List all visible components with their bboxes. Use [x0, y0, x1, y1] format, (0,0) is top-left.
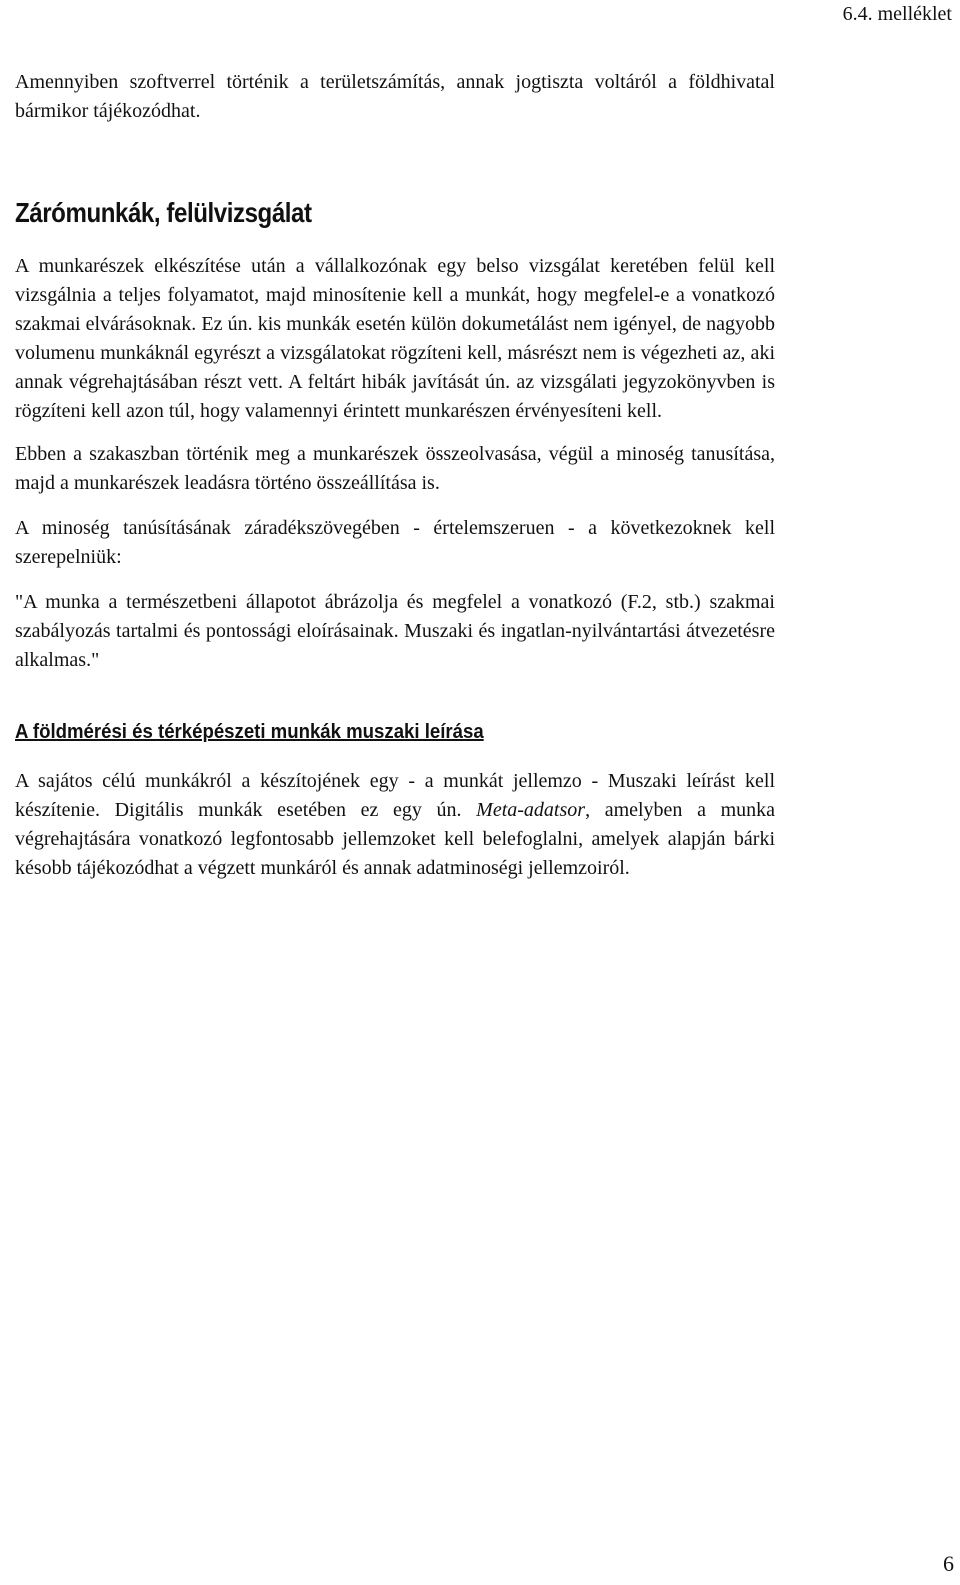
intro-paragraph: Amennyiben szoftverrel történik a területszámítás, annak jogtiszta voltáról a földhivatal bármikor tájékozódhat. — [15, 71, 775, 122]
section-heading-technical-description: A földmérési és térképészeti munkák muszaki leírása — [15, 721, 484, 743]
section-heading-closing-works: Zárómunkák, felülvizsgálat — [15, 197, 312, 228]
technical-description-text-start: A sajátos célú munkákról a készítojének egy - a munkát jellemzo - Muszaki leírást kell készítenie. Digitális munkák esetében ez egy ún. — [15, 770, 775, 821]
technical-description-paragraph — [15, 767, 775, 883]
reading-paragraph: Ebben a szakaszban történik meg a munkarészek összeolvasása, végül a minoség tanusítása, majd a munkarészek leadásra történo összeállítása is. — [15, 443, 775, 494]
annex-label: 6.4. melléklet — [842, 3, 952, 25]
technical-description-text-end: , amelyben a munka végrehajtására vonatkozó legfontosabb jellemzoket kell belefoglalni, amelyek alapján bárki késobb tájékozódhat a végzett munkáról és annak adatminoségi jellemzoiról. — [15, 799, 776, 879]
document-body — [15, 68, 775, 883]
page-number: 6 — [943, 1551, 954, 1576]
metadata-term: Meta-adatsor — [476, 799, 586, 821]
certification-intro-paragraph: A minoség tanúsításának záradékszövegében - értelemszeruen - a következoknek kell szerepelniük: — [15, 517, 775, 568]
review-paragraph: A munkarészek elkészítése után a vállalkozónak egy belso vizsgálat keretében felül kell vizsgálnia a teljes folyamatot, majd minosítenie kell a munkát, hogy megfelel-e a vonatkozó szakmai elvárásoknak. Ez ún. kis munkák esetén külön dokumetálást nem igényel, de nagyobb volumenu munkáknál egyrészt a vizsgálatokat rögzíteni kell, másrészt nem is végezheti az, aki annak végrehajtásában részt vett. A feltárt hibák javítását ún. az vizsgálati jegyzokönyvben is rögzíteni kell azon túl, hogy valamennyi érintett munkarészen érvényesíteni kell. — [15, 255, 775, 422]
certification-quote-paragraph: "A munka a természetbeni állapotot ábrázolja és megfelel a vonatkozó (F.2, stb.) szakmai szabályozás tartalmi és pontossági eloírásainak. Muszaki és ingatlan-nyilvántartási átvezetésre alkalmas." — [15, 591, 775, 671]
